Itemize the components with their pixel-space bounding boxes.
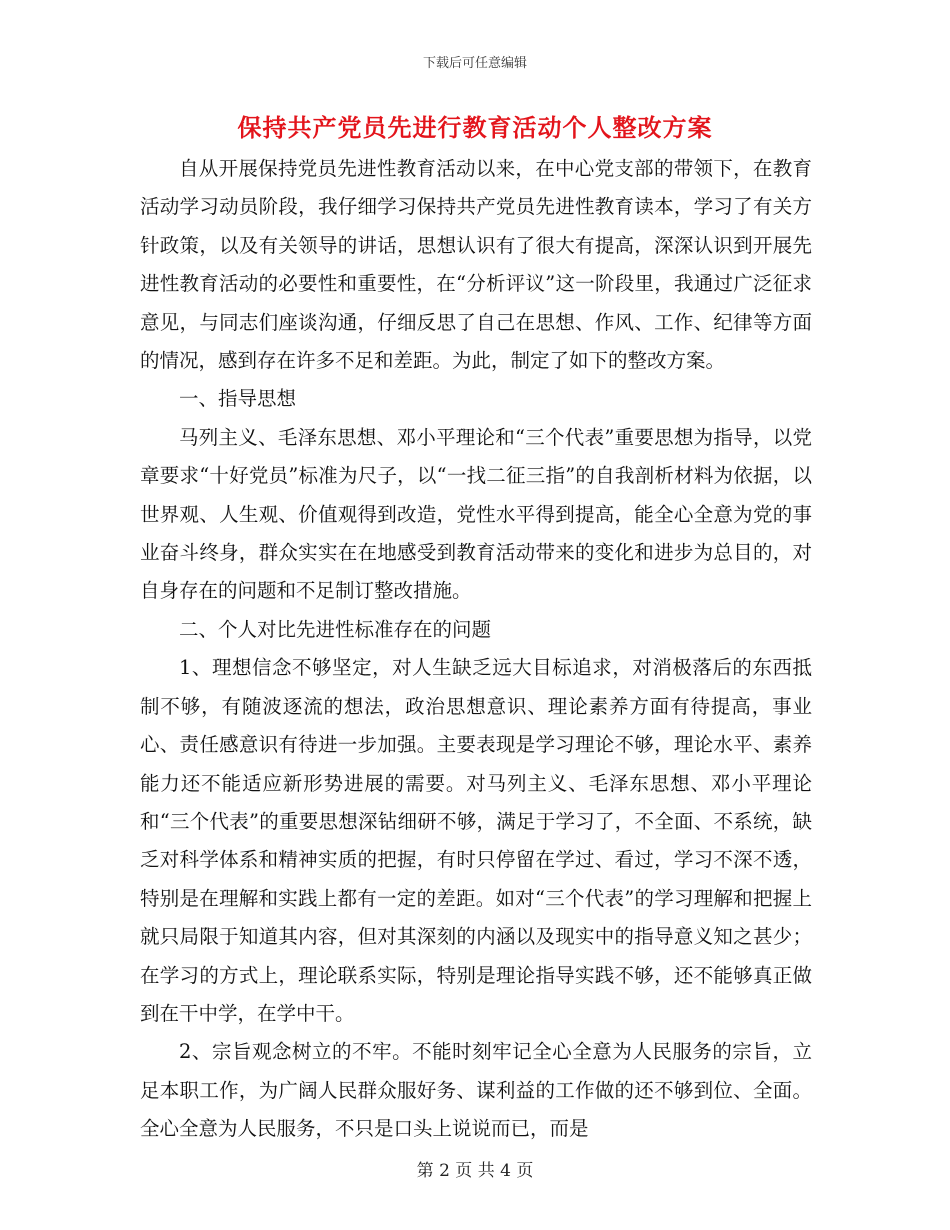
header-note: 下载后可任意编辑 xyxy=(422,56,527,71)
document-title: 保持共产党员先进行教育活动个人整改方案 xyxy=(237,113,713,142)
paragraph-guiding-thought: 马列主义、毛泽东思想、邓小平理论和“三个代表”重要思想为指导，以党章要求“十好党员”标准为尺子，以“一找二征三指”的自我剖析材料为依据，以世界观、人生观、价值观得到改造，党性水平得到提高，能全心全意为党的事业奋斗终身，群众实实在在地感受到教育活动带来的变化和进步为总目的，对自身存在的问题和不足制订整改措施。 xyxy=(140,425,812,603)
heading-guiding-thought: 一、指导思想 xyxy=(179,387,297,411)
page-number: 第 2 页 共 4 页 xyxy=(416,1161,534,1181)
paragraph-problem-1: 1、理想信念不够坚定，对人生缺乏远大目标追求，对消极落后的东西抵制不够，有随波逐流的想法，政治思想意识、理论素养方面有待提高，事业心、责任感意识有待进一步加强。主要表现是学习理论不够，理论水平、素养能力还不能适应新形势进展的需要。对马列主义、毛泽东思想、邓小平理论和“三个代表”的重要思想深钻细研不够，满足于学习了，不全面、不系统，缺乏对科学体系和精神实质的把握，有时只停留在学过、看过，学习不深不透，特别是在理解和实践上都有一定的差距。如对“三个代表”的学习理解和把握上就只局限于知道其内容，但对其深刻的内涵以及现实中的指导意义知之甚少；在学习的方式上，理论联系实际，特别是理论指导实践不够，还不能够真正做到在干中学，在学中干。 xyxy=(140,656,812,1025)
heading-problems: 二、个人对比先进性标准存在的问题 xyxy=(179,617,492,641)
paragraph-problem-2: 2、宗旨观念树立的不牢。不能时刻牢记全心全意为人民服务的宗旨，立足本职工作，为广阔人民群众服好务、谋利益的工作做的还不够到位、全面。全心全意为人民服务，不只是口头上说说而已，而是 xyxy=(140,1040,812,1141)
document-body xyxy=(140,150,812,1149)
paragraph-intro: 自从开展保持党员先进性教育活动以来，在中心党支部的带领下，在教育活动学习动员阶段，我仔细学习保持共产党员先进性教育读本，学习了有关方针政策，以及有关领导的讲话，思想认识有了很大有提高，深深认识到开展先进性教育活动的必要性和重要性，在“分析评议”这一阶段里，我通过广泛征求意见，与同志们座谈沟通，仔细反思了自己在思想、作风、工作、纪律等方面的情况，感到存在许多不足和差距。为此，制定了如下的整改方案。 xyxy=(140,157,812,373)
